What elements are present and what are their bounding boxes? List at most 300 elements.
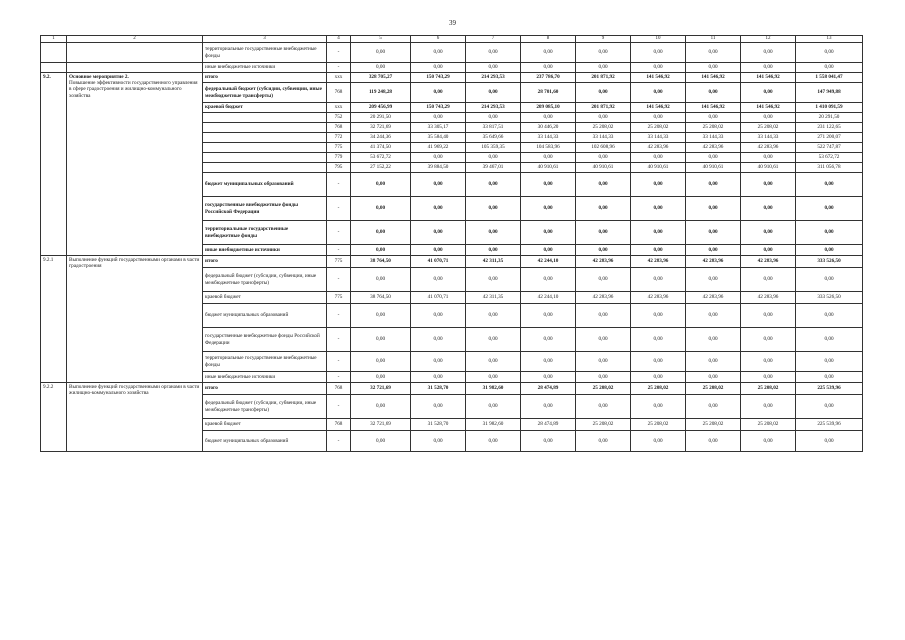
funding-source-label: бюджет муниципальных образований: [203, 304, 327, 328]
amount-cell: 42 283,96: [686, 292, 741, 304]
amount-cell: 31 528,70: [411, 383, 466, 395]
amount-cell: 141 546,92: [686, 103, 741, 113]
amount-cell: 33 305,17: [411, 123, 466, 133]
amount-cell: 42 283,96: [741, 143, 796, 153]
amount-cell: 0,00: [411, 304, 466, 328]
amount-cell: 28 474,89: [521, 419, 576, 431]
amount-cell: 0,00: [631, 63, 686, 73]
amount-cell: 0,00: [466, 83, 521, 103]
amount-cell: 0,00: [576, 245, 631, 256]
budget-code: ххх: [327, 103, 351, 113]
amount-cell: 41 070,71: [411, 292, 466, 304]
amount-cell: 42 283,96: [741, 292, 796, 304]
page-number: 39: [449, 19, 456, 27]
amount-cell: 33 144,33: [741, 133, 796, 143]
amount-cell: 0,00: [631, 173, 686, 197]
amount-cell: 0,00: [521, 113, 576, 123]
amount-cell: 0,00: [411, 197, 466, 221]
amount-cell: 0,00: [796, 352, 863, 372]
budget-code: 775: [327, 292, 351, 304]
amount-cell: 0,00: [741, 395, 796, 419]
column-number: 8: [521, 36, 576, 43]
amount-cell: 0,00: [631, 352, 686, 372]
amount-cell: 225 539,96: [796, 419, 863, 431]
section-title-text: Основное мероприятие 2.: [69, 74, 129, 80]
amount-cell: 25 208,02: [741, 419, 796, 431]
amount-cell: 0,00: [741, 63, 796, 73]
funding-source-label: краевой бюджет: [203, 103, 327, 113]
amount-cell: 328 705,27: [351, 73, 411, 83]
amount-cell: 42 283,96: [631, 143, 686, 153]
budget-code: 768: [327, 123, 351, 133]
section-description: Повышение эффективности государственного управления в сфере градостроения и жилищно-коммунального хозяйства: [69, 80, 198, 99]
amount-cell: 42 283,96: [576, 292, 631, 304]
amount-cell: 25 208,02: [631, 383, 686, 395]
budget-code: -: [327, 395, 351, 419]
amount-cell: 31 982,60: [466, 419, 521, 431]
amount-cell: 0,00: [796, 43, 863, 63]
amount-cell: 0,00: [351, 304, 411, 328]
amount-cell: 0,00: [796, 173, 863, 197]
amount-cell: 20 291,50: [796, 113, 863, 123]
amount-cell: 32 721,69: [351, 419, 411, 431]
amount-cell: 0,00: [411, 153, 466, 163]
amount-cell: 0,00: [351, 197, 411, 221]
amount-cell: 0,00: [576, 372, 631, 383]
budget-table-body: [41, 36, 863, 452]
amount-cell: 0,00: [686, 352, 741, 372]
amount-cell: 28 701,60: [521, 83, 576, 103]
budget-code: ххх: [327, 73, 351, 83]
amount-cell: 25 208,02: [741, 383, 796, 395]
amount-cell: 33 144,33: [576, 133, 631, 143]
amount-cell: 0,00: [741, 173, 796, 197]
amount-cell: 0,00: [351, 372, 411, 383]
amount-cell: 53 672,72: [351, 153, 411, 163]
section-number: 9.2.1: [41, 256, 67, 383]
amount-cell: 0,00: [521, 395, 576, 419]
amount-cell: 0,00: [631, 221, 686, 245]
amount-cell: 0,00: [796, 328, 863, 352]
column-number: 11: [686, 36, 741, 43]
amount-cell: 1 558 041,47: [796, 73, 863, 83]
amount-cell: 0,00: [686, 372, 741, 383]
section-number: 9.2.2: [41, 383, 67, 452]
budget-code: 752: [327, 113, 351, 123]
amount-cell: 0,00: [576, 268, 631, 292]
amount-cell: 0,00: [466, 304, 521, 328]
amount-cell: 0,00: [686, 197, 741, 221]
col1-empty: [41, 63, 67, 73]
amount-cell: 0,00: [741, 43, 796, 63]
amount-cell: 0,00: [411, 395, 466, 419]
amount-cell: 0,00: [521, 173, 576, 197]
amount-cell: 0,00: [796, 395, 863, 419]
amount-cell: 231 122,65: [796, 123, 863, 133]
amount-cell: 38 764,50: [351, 256, 411, 268]
column-number: 7: [466, 36, 521, 43]
amount-cell: 0,00: [411, 352, 466, 372]
amount-cell: 31 528,70: [411, 419, 466, 431]
budget-code: 768: [327, 383, 351, 395]
amount-cell: 0,00: [741, 83, 796, 103]
amount-cell: 0,00: [576, 63, 631, 73]
amount-cell: 0,00: [576, 221, 631, 245]
amount-cell: 0,00: [576, 153, 631, 163]
amount-cell: 30 446,20: [521, 123, 576, 133]
amount-cell: 0,00: [466, 221, 521, 245]
amount-cell: 0,00: [411, 245, 466, 256]
amount-cell: 0,00: [686, 328, 741, 352]
amount-cell: 0,00: [521, 153, 576, 163]
amount-cell: 0,00: [686, 113, 741, 123]
amount-cell: 0,00: [521, 63, 576, 73]
amount-cell: 0,00: [686, 153, 741, 163]
amount-cell: 0,00: [631, 431, 686, 452]
amount-cell: 0,00: [741, 113, 796, 123]
budget-code: -: [327, 221, 351, 245]
amount-cell: 141 546,92: [686, 73, 741, 83]
amount-cell: 0,00: [466, 173, 521, 197]
amount-cell: 271 200,07: [796, 133, 863, 143]
amount-cell: 0,00: [686, 304, 741, 328]
amount-cell: 0,00: [576, 395, 631, 419]
column-number: 6: [411, 36, 466, 43]
column-number: 3: [203, 36, 327, 43]
amount-cell: 40 910,61: [576, 163, 631, 173]
funding-source-label: федеральный бюджет (субсидии, субвенции, иные межбюджетные трансферты): [203, 83, 327, 103]
funding-source-label: краевой бюджет: [203, 419, 327, 431]
amount-cell: 39 467,01: [466, 163, 521, 173]
amount-cell: 0,00: [351, 431, 411, 452]
amount-cell: 0,00: [741, 197, 796, 221]
amount-cell: 0,00: [631, 43, 686, 63]
funding-source-label: итого: [203, 73, 327, 83]
amount-cell: 0,00: [796, 221, 863, 245]
amount-cell: 31 982,60: [466, 383, 521, 395]
amount-cell: 0,00: [631, 304, 686, 328]
amount-cell: 147 949,88: [796, 83, 863, 103]
amount-cell: 0,00: [411, 221, 466, 245]
funding-source-label: краевой бюджет: [203, 292, 327, 304]
amount-cell: 41 969,22: [411, 143, 466, 153]
amount-cell: 0,00: [741, 372, 796, 383]
amount-cell: 0,00: [351, 328, 411, 352]
amount-cell: 33 144,33: [521, 133, 576, 143]
column-number: 1: [41, 36, 67, 43]
amount-cell: 0,00: [576, 328, 631, 352]
amount-cell: 0,00: [351, 63, 411, 73]
amount-cell: 0,00: [411, 173, 466, 197]
amount-cell: 42 283,96: [741, 256, 796, 268]
amount-cell: 0,00: [741, 352, 796, 372]
amount-cell: 0,00: [521, 43, 576, 63]
amount-cell: 0,00: [351, 43, 411, 63]
amount-cell: 0,00: [686, 395, 741, 419]
funding-source-label: иные внебюджетные источники: [203, 372, 327, 383]
budget-code: -: [327, 245, 351, 256]
funding-source-label: [203, 153, 327, 163]
col2-empty: [67, 63, 203, 73]
amount-cell: 141 546,92: [631, 103, 686, 113]
funding-source-label: [203, 143, 327, 153]
amount-cell: 0,00: [631, 395, 686, 419]
amount-cell: 214 293,53: [466, 103, 521, 113]
amount-cell: 150 743,29: [411, 103, 466, 113]
budget-code: -: [327, 304, 351, 328]
section-title: [67, 383, 203, 452]
amount-cell: 0,00: [576, 352, 631, 372]
amount-cell: 0,00: [576, 173, 631, 197]
amount-cell: 39 884,50: [411, 163, 466, 173]
amount-cell: 0,00: [411, 63, 466, 73]
table-row: [41, 73, 863, 83]
amount-cell: 0,00: [741, 245, 796, 256]
amount-cell: 0,00: [686, 63, 741, 73]
table-row: [41, 256, 863, 268]
amount-cell: 0,00: [631, 197, 686, 221]
funding-source-label: [203, 123, 327, 133]
section-title-text: Выполнение функций государственными органами в части жилищно-коммунального хозяйства: [69, 384, 200, 397]
amount-cell: 0,00: [576, 43, 631, 63]
amount-cell: 311 056,78: [796, 163, 863, 173]
amount-cell: 25 208,02: [686, 383, 741, 395]
amount-cell: 0,00: [796, 304, 863, 328]
funding-source-label: государственные внебюджетные фонды Российской Федерации: [203, 328, 327, 352]
amount-cell: 0,00: [411, 372, 466, 383]
amount-cell: 34 244,36: [351, 133, 411, 143]
amount-cell: 42 283,96: [686, 143, 741, 153]
amount-cell: 0,00: [576, 431, 631, 452]
amount-cell: 40 910,61: [741, 163, 796, 173]
funding-source-label: иные внебюджетные источники: [203, 63, 327, 73]
amount-cell: 0,00: [521, 268, 576, 292]
amount-cell: 0,00: [576, 197, 631, 221]
budget-code: 768: [327, 419, 351, 431]
amount-cell: 0,00: [796, 197, 863, 221]
amount-cell: 0,00: [521, 221, 576, 245]
budget-code: 795: [327, 163, 351, 173]
amount-cell: 0,00: [741, 304, 796, 328]
budget-table: [40, 35, 863, 452]
budget-code: -: [327, 431, 351, 452]
amount-cell: 42 283,96: [631, 292, 686, 304]
amount-cell: 0,00: [631, 245, 686, 256]
amount-cell: 0,00: [796, 245, 863, 256]
amount-cell: 225 539,96: [796, 383, 863, 395]
amount-cell: 0,00: [576, 304, 631, 328]
amount-cell: 102 608,96: [576, 143, 631, 153]
funding-source-label: федеральный бюджет (субсидии, субвенции, иные межбюджетные трансферты): [203, 268, 327, 292]
amount-cell: 40 910,61: [686, 163, 741, 173]
amount-cell: 0,00: [466, 153, 521, 163]
amount-cell: 0,00: [631, 372, 686, 383]
amount-cell: 0,00: [351, 352, 411, 372]
amount-cell: 105 359,35: [466, 143, 521, 153]
amount-cell: 32 721,69: [351, 383, 411, 395]
budget-code: -: [327, 328, 351, 352]
amount-cell: 201 871,92: [576, 73, 631, 83]
budget-code: -: [327, 63, 351, 73]
amount-cell: 0,00: [411, 83, 466, 103]
amount-cell: 104 583,96: [521, 143, 576, 153]
amount-cell: 25 208,02: [741, 123, 796, 133]
amount-cell: 0,00: [466, 372, 521, 383]
column-number: 12: [741, 36, 796, 43]
amount-cell: 42 244,10: [521, 256, 576, 268]
funding-source-label: [203, 113, 327, 123]
amount-cell: 0,00: [351, 221, 411, 245]
amount-cell: 0,00: [521, 431, 576, 452]
amount-cell: 0,00: [686, 431, 741, 452]
amount-cell: 25 208,02: [576, 123, 631, 133]
amount-cell: 0,00: [631, 113, 686, 123]
amount-cell: 33 144,33: [631, 133, 686, 143]
col1-empty: [41, 43, 67, 63]
budget-code: -: [327, 268, 351, 292]
amount-cell: 38 764,50: [351, 292, 411, 304]
budget-code: -: [327, 43, 351, 63]
section-title: [67, 256, 203, 383]
amount-cell: 33 817,51: [466, 123, 521, 133]
amount-cell: 0,00: [576, 113, 631, 123]
column-number: 4: [327, 36, 351, 43]
funding-source-label: территориальные государственные внебюджетные фонды: [203, 352, 327, 372]
amount-cell: 25 208,02: [631, 123, 686, 133]
table-row: [41, 43, 863, 63]
amount-cell: 0,00: [411, 113, 466, 123]
amount-cell: 25 208,02: [686, 123, 741, 133]
column-number-row: [41, 36, 863, 43]
amount-cell: 0,00: [466, 352, 521, 372]
amount-cell: 141 546,92: [741, 73, 796, 83]
amount-cell: 28 474,89: [521, 383, 576, 395]
budget-code: -: [327, 352, 351, 372]
amount-cell: 0,00: [521, 328, 576, 352]
amount-cell: 0,00: [686, 173, 741, 197]
amount-cell: 0,00: [411, 431, 466, 452]
table-row: [41, 63, 863, 73]
amount-cell: 0,00: [686, 83, 741, 103]
amount-cell: 40 910,61: [631, 163, 686, 173]
amount-cell: 0,00: [521, 245, 576, 256]
budget-code: -: [327, 372, 351, 383]
amount-cell: 0,00: [351, 245, 411, 256]
amount-cell: 0,00: [741, 268, 796, 292]
funding-source-label: бюджет муниципальных образований: [203, 431, 327, 452]
column-number: 10: [631, 36, 686, 43]
budget-code: 775: [327, 256, 351, 268]
funding-source-label: итого: [203, 383, 327, 395]
amount-cell: 0,00: [741, 328, 796, 352]
funding-source-label: территориальные государственные внебюджетные фонды: [203, 221, 327, 245]
amount-cell: 42 283,96: [686, 256, 741, 268]
amount-cell: 0,00: [351, 268, 411, 292]
amount-cell: 0,00: [521, 304, 576, 328]
funding-source-label: [203, 163, 327, 173]
column-number: 9: [576, 36, 631, 43]
amount-cell: 1 410 091,59: [796, 103, 863, 113]
amount-cell: 27 152,22: [351, 163, 411, 173]
funding-source-label: территориальные государственные внебюджетные фонды: [203, 43, 327, 63]
amount-cell: 0,00: [466, 43, 521, 63]
amount-cell: 0,00: [741, 153, 796, 163]
section-title: [67, 73, 203, 256]
col2-empty: [67, 43, 203, 63]
amount-cell: 20 291,50: [351, 113, 411, 123]
amount-cell: 0,00: [411, 268, 466, 292]
amount-cell: 25 208,02: [686, 419, 741, 431]
funding-source-label: [203, 133, 327, 143]
amount-cell: 141 546,92: [631, 73, 686, 83]
amount-cell: 209 085,10: [521, 103, 576, 113]
funding-source-label: итого: [203, 256, 327, 268]
funding-source-label: бюджет муниципальных образований: [203, 173, 327, 197]
budget-code: 779: [327, 153, 351, 163]
funding-source-label: государственные внебюджетные фонды Российской Федерации: [203, 197, 327, 221]
amount-cell: 0,00: [521, 372, 576, 383]
amount-cell: 0,00: [686, 245, 741, 256]
amount-cell: 42 311,35: [466, 292, 521, 304]
amount-cell: 0,00: [411, 43, 466, 63]
budget-code: -: [327, 197, 351, 221]
amount-cell: 0,00: [631, 153, 686, 163]
amount-cell: 25 208,02: [576, 419, 631, 431]
column-number: 5: [351, 36, 411, 43]
amount-cell: 0,00: [351, 395, 411, 419]
amount-cell: 0,00: [686, 268, 741, 292]
amount-cell: 0,00: [686, 221, 741, 245]
amount-cell: 42 283,96: [631, 256, 686, 268]
amount-cell: 0,00: [351, 173, 411, 197]
budget-code: -: [327, 173, 351, 197]
amount-cell: 214 293,53: [466, 73, 521, 83]
amount-cell: 119 248,28: [351, 83, 411, 103]
amount-cell: 0,00: [466, 63, 521, 73]
funding-source-label: федеральный бюджет (субсидии, субвенции, иные межбюджетные трансферты): [203, 395, 327, 419]
column-number: 13: [796, 36, 863, 43]
amount-cell: 35 584,40: [411, 133, 466, 143]
amount-cell: 201 871,92: [576, 103, 631, 113]
amount-cell: 33 144,33: [686, 133, 741, 143]
amount-cell: 42 283,96: [576, 256, 631, 268]
amount-cell: 41 374,50: [351, 143, 411, 153]
amount-cell: 0,00: [466, 245, 521, 256]
amount-cell: 40 910,61: [521, 163, 576, 173]
amount-cell: 0,00: [466, 197, 521, 221]
amount-cell: 0,00: [411, 328, 466, 352]
amount-cell: 42 244,10: [521, 292, 576, 304]
amount-cell: 522 747,87: [796, 143, 863, 153]
funding-source-label: иные внебюджетные источники: [203, 245, 327, 256]
section-number: 9.2.: [41, 73, 67, 256]
budget-code: 775: [327, 143, 351, 153]
amount-cell: 0,00: [466, 431, 521, 452]
amount-cell: 209 456,99: [351, 103, 411, 113]
amount-cell: 0,00: [466, 395, 521, 419]
amount-cell: 141 546,92: [741, 103, 796, 113]
table-row: [41, 383, 863, 395]
amount-cell: 333 526,50: [796, 292, 863, 304]
amount-cell: 237 786,70: [521, 73, 576, 83]
amount-cell: 42 311,35: [466, 256, 521, 268]
amount-cell: 150 743,29: [411, 73, 466, 83]
amount-cell: 41 070,71: [411, 256, 466, 268]
amount-cell: 0,00: [466, 113, 521, 123]
amount-cell: 35 649,66: [466, 133, 521, 143]
amount-cell: 0,00: [796, 268, 863, 292]
amount-cell: 0,00: [576, 83, 631, 103]
